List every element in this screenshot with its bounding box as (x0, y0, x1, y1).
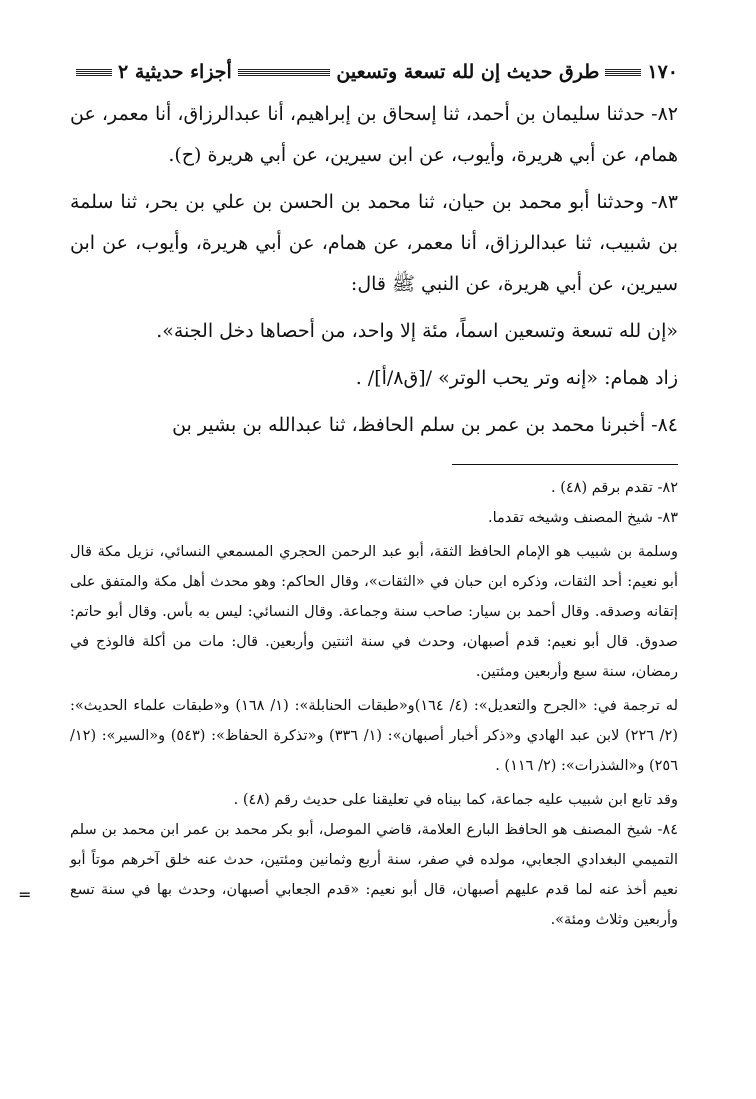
footnote-83: ٨٣- شيخ المصنف وشيخه تقدما. (487, 510, 678, 526)
footnote-followup: وقد تابع ابن شبيب عليه جماعة، كما بيناه في تعليقنا على حديث رقم (٤٨) . (233, 792, 678, 808)
footnote-82: ٨٢- تقدم برقم (٤٨) . (550, 480, 678, 496)
footnote-separator (452, 464, 678, 465)
footnote-references: له ترجمة في: «الجرح والتعديل»: (٤/ ١٦٤)و«طبقات الحنابلة»: (١/ ١٦٨) و«طبقات علماء الحديث»: (٢/ ٢٢٦) لابن عبد الهادي و«ذكر أخبار أصبهان»: (١/ ٣٣٦) و«تذكرة الحفاظ»: (٥٤٣) و«السير»: (١٢/ ٢٥٦) و«الشذرات»: (٢/ ١١٦) . (70, 698, 679, 774)
hadith-82: ٨٢- حدثنا سليمان بن أحمد، ثنا إسحاق بن إبراهيم، أنا عبدالرزاق، أنا معمر، عن همام، عن أبي هريرة، وأيوب، عن ابن سيرين، عن أبي هريرة (ح). (70, 103, 678, 166)
footnotes (70, 473, 678, 935)
header-ornament-rule (76, 69, 112, 76)
footnote-84: ٨٤- شيخ المصنف هو الحافظ البارع العلامة، قاضي الموصل، أبو بكر محمد بن عمر ابن محمد بن سلم التميمي البغدادي الجعابي، مولده في صفر، سنة أربع وثمانين ومئتين، حدث عنه خلق آخرهم موتاً أبو نعيم أخذ عنه لما قدم عليهم أصبهان، قال أبو نعيم: «قدم الجعابي أصبهان، وحدث بها في سنة تسع وأربعين وثلاث ومئة». (70, 822, 678, 928)
hadith-text: «إن لله تسعة وتسعين اسماً، مئة إلا واحد، من أحصاها دخل الجنة». (156, 320, 678, 342)
hadith-83: ٨٣- وحدثنا أبو محمد بن حيان، ثنا محمد بن الحسن بن علي بن بحر، ثنا سلمة بن شبيب، ثنا عبدالرزاق، أنا معمر، عن همام، عن أبي هريرة، وأيوب، عن ابن سيرين، عن أبي هريرة، عن النبي ﷺ قال: (70, 191, 678, 295)
footnote-salama: وسلمة بن شبيب هو الإمام الحافظ الثقة، أبو عبد الرحمن الحجري المسمعي النسائي، نزيل مكة قال أبو نعيم: أحد الثقات، وذكره ابن حبان في «الثقات»، وقال الحاكم: وهو محدث أهل مكة والمتفق على إتقانه وصدقه. وقال أحمد بن سيار: صاحب سنة وجماعة. وقال النسائي: ليس به بأس. وقال أبو حاتم: صدوق. قال أبو نعيم: قدم أصبهان، وحدث في سنة اثنتين وأربعين. قال: مات من أكلة فالوذج في رمضان، سنة سبع وأربعين ومئتين. (70, 544, 678, 680)
book-page (70, 52, 678, 935)
header-subtitle: أجزاء حديثية ٢ (118, 61, 232, 83)
page-number: ١٧٠ (647, 61, 678, 83)
continuation-mark: = (18, 885, 32, 904)
hadith-84: ٨٤- أخبرنا محمد بن عمر بن سلم الحافظ، ثنا عبدالله بن بشير بن (172, 414, 678, 436)
running-header (70, 52, 678, 92)
main-text (70, 94, 678, 446)
header-ornament-rule (238, 69, 331, 76)
header-ornament-rule (605, 69, 641, 76)
header-title: طرق حديث إن لله تسعة وتسعين (336, 61, 600, 83)
hadith-addition: زاد همام: «إنه وتر يحب الوتر» /[ق٨/أ]/ . (355, 367, 678, 389)
